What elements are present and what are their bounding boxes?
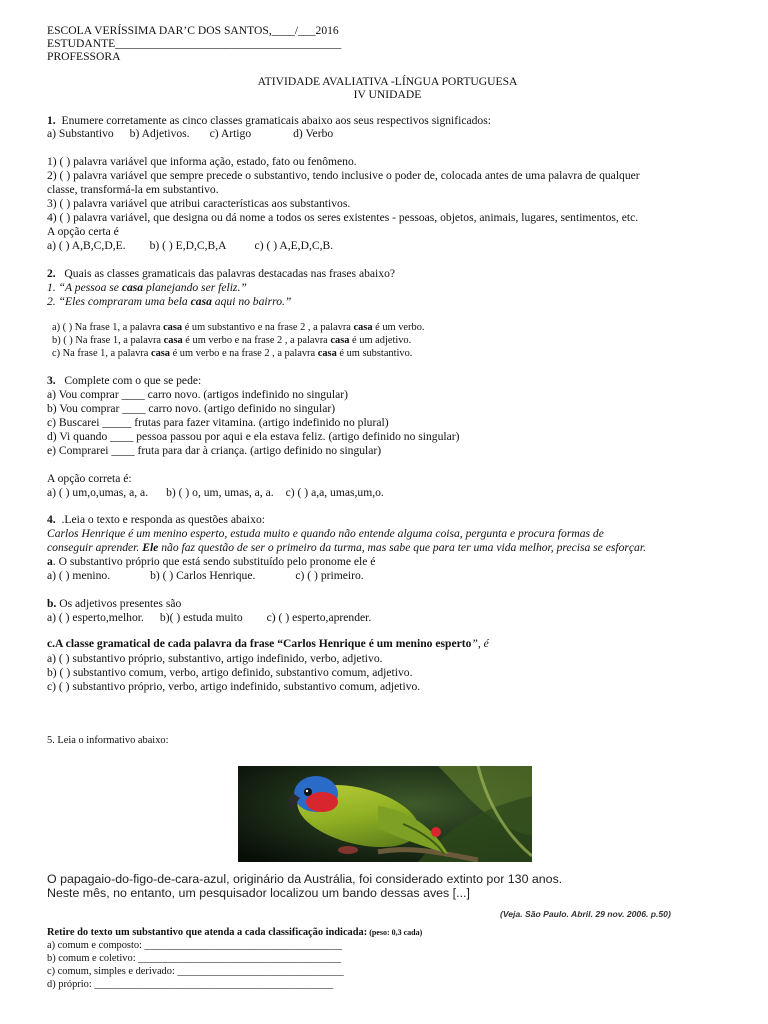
q1-item-4: 4) ( ) palavra variável, que designa ou dá nome a todos os seres existentes - pessoas, objetos, animais, lugares, sentimentos, etc. [47, 211, 639, 224]
q3-number: 3. [47, 374, 56, 387]
q2-sentence-2 [47, 295, 728, 309]
q4a-option-b[interactable]: b) ( ) Carlos Henrique. [150, 569, 256, 582]
q1-item-2-cont: classe, transformá-la em substantivo. [47, 183, 219, 196]
q4-text-line-1: Carlos Henrique é um menino esperto, estuda muito e quando não entende alguma coisa, pergunta e procura formas de [47, 527, 604, 540]
q3-option-b[interactable]: b) ( ) o, um, umas, a, a. [166, 486, 274, 499]
q1-class-a: a) Substantivo [47, 127, 114, 140]
q2-option-c-word2: casa [317, 348, 337, 359]
q5-blank-d[interactable]: d) próprio: ______________________________________________ [47, 979, 334, 990]
q2-sentence-1-keyword: casa [121, 281, 144, 294]
q2-sentence-1-end: planejando ser feliz.” [143, 281, 247, 294]
q2-prompt [47, 267, 728, 281]
q4-text-line-2-end: não faz questão de ser o primeiro da turma, mas sabe que para ter uma vida melhor, precisa se esforçar. [158, 541, 646, 554]
teacher-line: PROFESSORA [47, 50, 121, 63]
caption-line-2: Neste mês, no entanto, um pesquisador localizou um bando dessas aves [...] [47, 886, 470, 900]
q2-sentence-2-keyword: casa [190, 295, 212, 308]
q2-option-b-part1: b) ( ) Na frase 1, a palavra [52, 335, 164, 346]
q3-option-c[interactable]: c) ( ) a,a, umas,um,o. [285, 486, 384, 499]
q4-prompt-text: .Leia o texto e responda as questões abaixo: [61, 513, 265, 526]
q2-option-a[interactable] [52, 322, 728, 335]
q4b-option-b[interactable]: b)( ) estuda muito [159, 611, 243, 624]
q4-text-line-2-start: conseguir aprender. [47, 541, 143, 554]
q3-item-c: c) Buscarei _____ frutas para fazer vitamina. (artigo indefinido no plural) [47, 416, 389, 429]
q2-option-c-word1: casa [150, 348, 170, 359]
q2-prompt-text: Quais as classes gramaticais das palavras destacadas nas frases abaixo? [64, 267, 396, 280]
q1-question: A opção certa é [47, 225, 119, 238]
q3-item-a: a) Vou comprar ____ carro novo. (artigos indefinido no singular) [47, 388, 348, 401]
parrot-photo [238, 766, 532, 862]
q2-sentence-2-start: 2. “Eles compraram uma bela [47, 295, 191, 308]
q1-item-2: 2) ( ) palavra variável que sempre precede o substantivo, tendo inclusive o poder de, colocada antes de uma palavra de qualquer [47, 169, 640, 182]
q2-option-c[interactable] [52, 348, 728, 361]
q2-option-b-word2: casa [330, 335, 350, 346]
q3-question: A opção correta é: [47, 472, 132, 485]
q1-option-a[interactable]: a) ( ) A,B,C,D,E. [47, 239, 126, 252]
q5-blank-c[interactable]: c) comum, simples e derivado: ________________________________ [47, 966, 344, 977]
q4c-prompt [47, 637, 728, 651]
caption-line-1: O papagaio-do-figo-de-cara-azul, originário da Austrália, foi considerado extinto por 130 anos. [47, 872, 563, 886]
q2-option-b-part2: é um verbo e na frase 2 , a palavra [182, 335, 331, 346]
q2-option-a-part3: é um verbo. [372, 322, 425, 333]
q4a-prompt [47, 555, 728, 569]
q3-prompt [47, 374, 728, 388]
q4b-prompt-text: Os adjetivos presentes são [56, 597, 182, 610]
q1-class-b: b) Adjetivos. [129, 127, 190, 140]
q4a-label: a [47, 555, 53, 568]
q1-prompt-text: Enumere corretamente as cinco classes gramaticais abaixo aos seus respectivos significados: [61, 114, 491, 127]
q1-prompt [47, 114, 728, 128]
q2-option-a-word2: casa [353, 322, 373, 333]
q4b-options [47, 611, 728, 625]
q2-option-c-part1: c) Na frase 1, a palavra [52, 348, 151, 359]
q4-text-line-2 [47, 541, 728, 555]
q4b-prompt [47, 597, 728, 611]
q2-option-b[interactable] [52, 335, 728, 348]
q2-option-a-part2: é um substantivo e na frase 2 , a palavra [182, 322, 354, 333]
page-title: ATIVIDADE AVALIATIVA -LÍNGUA PORTUGUESA [257, 75, 518, 88]
q1-item-1: 1) ( ) palavra variável que informa ação, estado, fato ou fenômeno. [47, 155, 357, 168]
q1-classes [47, 127, 728, 141]
q4a-option-a[interactable]: a) ( ) menino. [47, 569, 111, 582]
article-caption [47, 872, 727, 900]
q2-sentence-1-start: 1. “A pessoa se [47, 281, 122, 294]
q4c-option-c[interactable]: c) ( ) substantivo próprio, verbo, artigo indefinido, substantivo comum, adjetivo. [47, 680, 421, 693]
q2-number: 2. [47, 267, 56, 280]
q1-class-d: d) Verbo [293, 127, 334, 140]
student-line: ESTUDANTE_______________________________________ [47, 37, 342, 50]
q5-prompt: 5. Leia o informativo abaixo: [47, 735, 169, 746]
q3-item-d: d) Vi quando ____ pessoa passou por aqui e ela estava feliz. (artigo definido no singular) [47, 430, 460, 443]
q4a-options [47, 569, 728, 583]
q2-option-a-part1: a) ( ) Na frase 1, a palavra [52, 322, 164, 333]
q4-prompt [47, 513, 728, 527]
q3-item-e: e) Comprarei ____ fruta para dar à criança. (artigo definido no singular) [47, 444, 382, 457]
q1-options [47, 239, 728, 253]
q4c-option-b[interactable]: b) ( ) substantivo comum, verbo, artigo definido, substantivo comum, adjetivo. [47, 666, 413, 679]
q4-number: 4. [47, 513, 56, 526]
q5-blank-a[interactable]: a) comum e composto: ______________________________________ [47, 940, 342, 951]
q4c-option-a[interactable]: a) ( ) substantivo próprio, substantivo, artigo indefinido, verbo, adjetivo. [47, 652, 383, 665]
q1-item-3: 3) ( ) palavra variável que atribui características aos substantivos. [47, 197, 351, 210]
q1-option-c[interactable]: c) ( ) A,E,D,C,B. [254, 239, 334, 252]
q2-sentence-2-end: aqui no bairro.” [211, 295, 292, 308]
q4b-option-a[interactable]: a) ( ) esperto,melhor. [47, 611, 144, 624]
q1-class-c: c) Artigo [209, 127, 252, 140]
q2-sentence-1 [47, 281, 728, 295]
q1-number: 1. [47, 114, 56, 127]
page-subtitle: IV UNIDADE [353, 88, 422, 101]
q3-options [47, 486, 728, 500]
q5-task-weight: (peso: 0,3 cada) [367, 928, 423, 937]
q1-option-b[interactable]: b) ( ) E,D,C,B,A [149, 239, 227, 252]
q3-prompt-text: Complete com o que se pede: [64, 374, 202, 387]
q4a-prompt-text: . O substantivo próprio que está sendo substituído pelo pronome ele é [52, 555, 376, 568]
q2-option-b-word1: casa [163, 335, 183, 346]
q4c-tail: ”, é [471, 637, 489, 650]
q4-text-pronoun: Ele [142, 541, 159, 554]
q4a-option-c[interactable]: c) ( ) primeiro. [295, 569, 364, 582]
q3-item-b: b) Vou comprar ____ carro novo. (artigo definido no singular) [47, 402, 336, 415]
q5-task [47, 927, 728, 940]
q5-blank-b[interactable]: b) comum e coletivo: _______________________________________ [47, 953, 341, 964]
q3-option-a[interactable]: a) ( ) um,o,umas, a, a. [47, 486, 149, 499]
q4b-option-c[interactable]: c) ( ) esperto,aprender. [266, 611, 372, 624]
q2-option-c-part3: é um substantivo. [336, 348, 413, 359]
parrot-illustration [238, 766, 532, 862]
q4c-label: c.A classe gramatical de cada palavra da frase [47, 637, 278, 650]
article-source: (Veja. São Paulo. Abril. 29 nov. 2006. p.50) [500, 909, 671, 919]
q5-task-text: Retire do texto um substantivo que atenda a cada classificação indicada: [47, 927, 368, 938]
q2-option-a-word1: casa [163, 322, 183, 333]
school-line: ESCOLA VERÍSSIMA DAR’C DOS SANTOS,____/___2016 [47, 24, 339, 37]
q2-option-b-part3: é um adjetivo. [349, 335, 412, 346]
q4b-label: b. [47, 597, 57, 610]
q4c-sentence: “Carlos Henrique é um menino esperto [277, 637, 472, 650]
q2-option-c-part2: é um verbo e na frase 2 , a palavra [170, 348, 318, 359]
